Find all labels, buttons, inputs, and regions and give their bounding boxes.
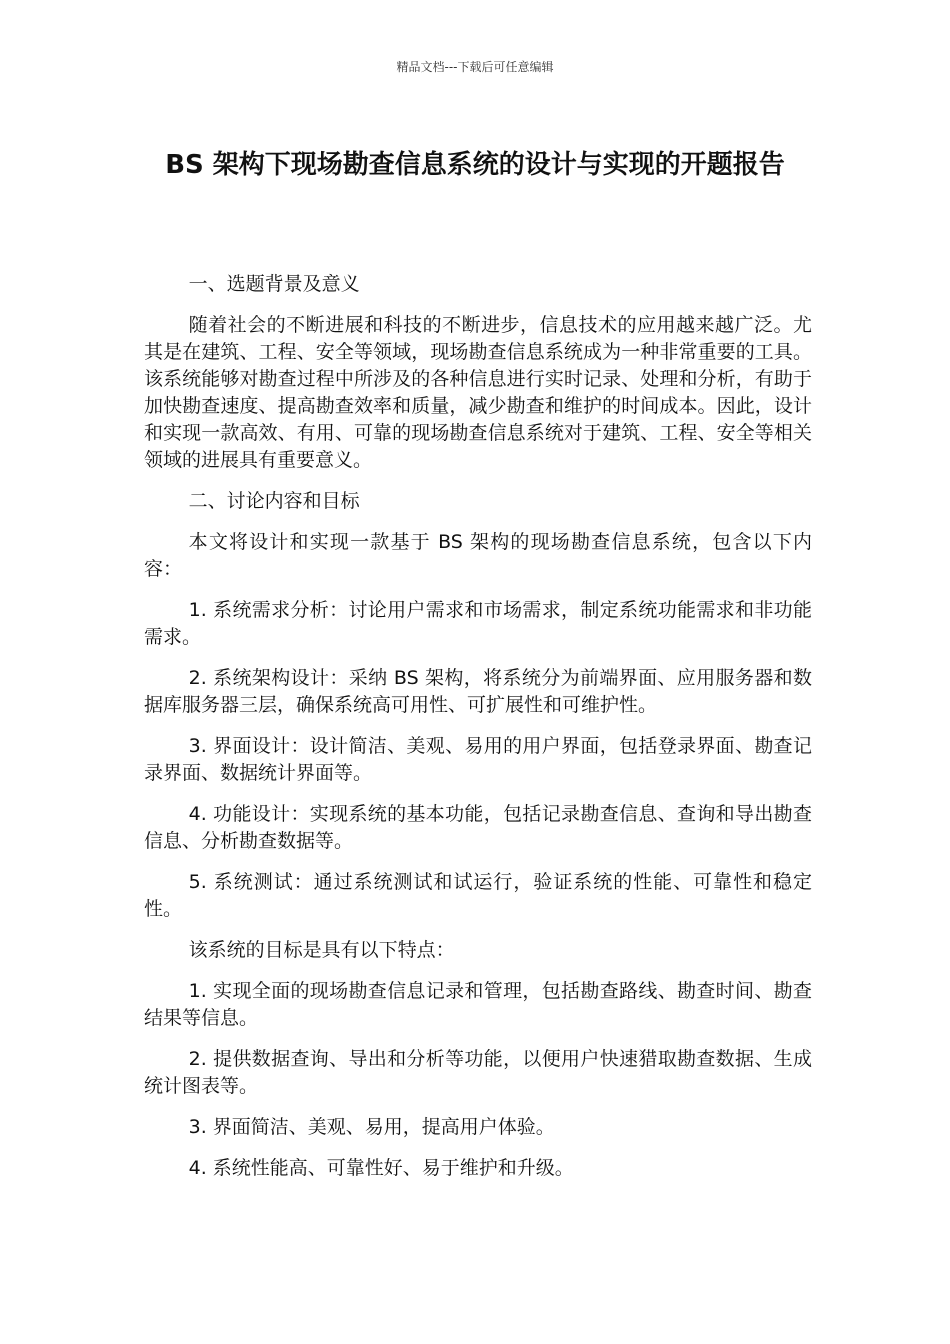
list-item-requirements: 1. 系统需求分析：讨论用户需求和市场需求，制定系统功能需求和非功能需求。 bbox=[144, 599, 812, 648]
list-item-testing: 5. 系统测试：通过系统测试和试运行，验证系统的性能、可靠性和稳定性。 bbox=[144, 871, 812, 920]
paragraph-goals-intro: 该系统的目标是具有以下特点： bbox=[188, 939, 455, 961]
document-body bbox=[144, 271, 812, 1196]
document-title: BS 架构下现场勘查信息系统的设计与实现的开题报告 bbox=[165, 150, 785, 180]
goal-item-query: 2. 提供数据查询、导出和分析等功能，以便用户快速猎取勘查数据、生成统计图表等。 bbox=[144, 1048, 812, 1097]
header-note: 精品文档---下载后可任意编辑 bbox=[396, 60, 554, 74]
paragraph-background: 随着社会的不断进展和科技的不断进步，信息技术的应用越来越广泛。尤其是在建筑、工程、安全等领域，现场勘查信息系统成为一种非常重要的工具。该系统能够对勘查过程中所涉及的各种信息进行实时记录、处理和分析，有助于加快勘查速度、提高勘查效率和质量，减少勘查和维护的时间成本。因此，设计和实现一款高效、有用、可靠的现场勘查信息系统对于建筑、工程、安全等相关领域的进展具有重要意义。 bbox=[144, 314, 812, 471]
goal-item-ui: 3. 界面简洁、美观、易用，提高用户体验。 bbox=[188, 1116, 555, 1138]
goal-item-records: 1. 实现全面的现场勘查信息记录和管理，包括勘查路线、勘查时间、勘查结果等信息。 bbox=[144, 980, 812, 1029]
section-heading-background: 一、选题背景及意义 bbox=[188, 273, 360, 295]
list-item-interface: 3. 界面设计：设计简洁、美观、易用的用户界面，包括登录界面、勘查记录界面、数据统计界面等。 bbox=[144, 735, 812, 784]
goal-item-performance: 4. 系统性能高、可靠性好、易于维护和升级。 bbox=[188, 1157, 574, 1179]
section-heading-research: 二、讨论内容和目标 bbox=[188, 490, 360, 512]
paragraph-intro: 本文将设计和实现一款基于 BS 架构的现场勘查信息系统，包含以下内容： bbox=[144, 531, 812, 580]
list-item-architecture: 2. 系统架构设计：采纳 BS 架构，将系统分为前端界面、应用服务器和数据库服务器三层，确保系统高可用性、可扩展性和可维护性。 bbox=[144, 667, 812, 716]
list-item-function: 4. 功能设计：实现系统的基本功能，包括记录勘查信息、查询和导出勘查信息、分析勘查数据等。 bbox=[144, 803, 812, 852]
